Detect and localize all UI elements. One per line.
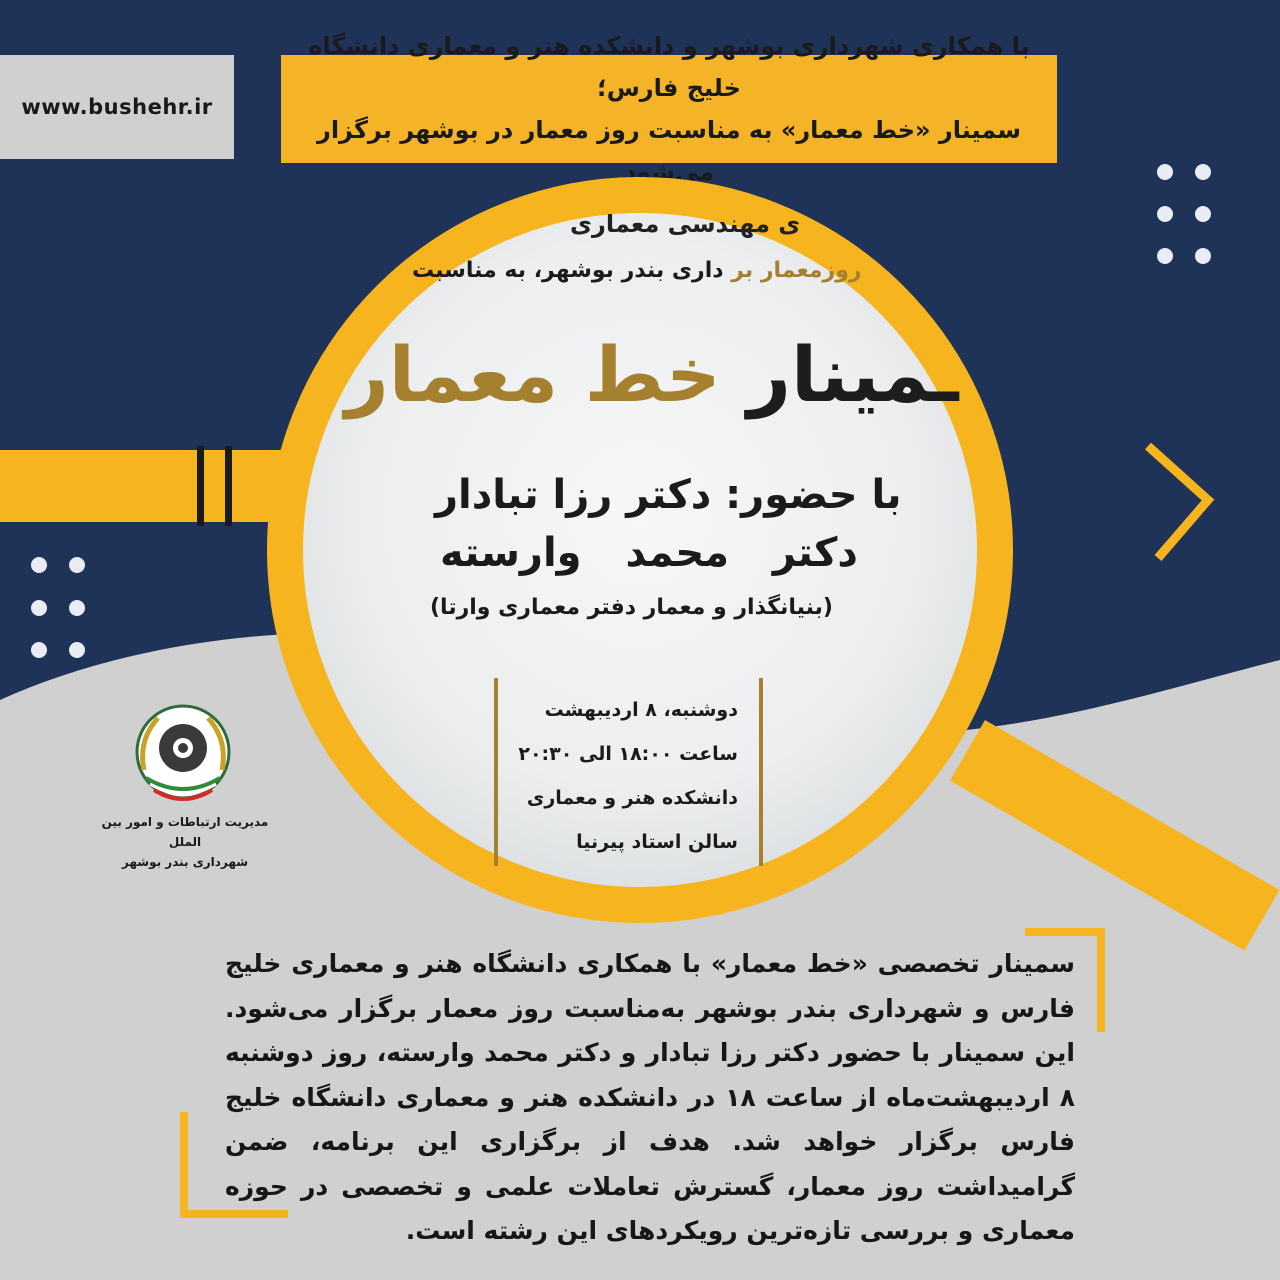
- poster-title: [345, 330, 959, 420]
- poster-guests-line-2: دکتر محمد وارسته: [440, 530, 858, 576]
- poster-title-highlight: خط معمار: [345, 330, 721, 419]
- site-url[interactable]: www.bushehr.ir: [21, 95, 213, 119]
- poster-details-border-right: [759, 678, 763, 866]
- logo-caption-line-2: شهرداری بندر بوشهر: [121, 855, 249, 869]
- municipality-logo: [128, 700, 238, 810]
- bracket-bottom-left: [180, 1112, 188, 1218]
- poster-title-prefix: ـمینار: [747, 330, 959, 419]
- poster-guests-line-1: با حضور: دکتر رزا تبادار: [435, 472, 902, 518]
- poster-top-line-2-prefix: داری بندر بوشهر، به مناسبت: [412, 258, 724, 283]
- poster-top-line-1: ی مهندسی معماری: [570, 210, 801, 238]
- headline-line-2: سمینار «خط معمار» به مناسبت روز معمار در بوشهر برگزار می‌شود: [317, 116, 1021, 186]
- poster-detail-item: دانشکده هنر و معماری: [526, 787, 738, 809]
- poster-details: [510, 688, 738, 864]
- poster-detail-item: ساعت ۱۸:۰۰ الی ۲۰:۳۰: [518, 743, 738, 765]
- article-body: سمینار تخصصی «خط معمار» با همکاری دانشگاه هنر و معماری خلیج فارس و شهرداری بندر بوشهر به‌مناسبت روز معمار برگزار می‌شود. این سمینار با حضور دکتر رزا تبادار و دکتر محمد وارسته، روز دوشنبه ۸ اردیبهشت‌ماه از ساعت ۱۸ در دانشکده هنر و معماری دانشگاه خلیج فارس برگزار خواهد شد. هدف از برگزاری این برنامه، ضمن گرامیداشت روز معمار، گسترش تعاملات علمی و تخصصی در حوزه معماری و بررسی تازه‌ترین رویکردهای این رشته است.: [225, 949, 1075, 1245]
- headline-line-1: با همکاری شهرداری بوشهر و دانشکده هنر و معماری دانشگاه خلیج فارس؛: [308, 32, 1030, 102]
- logo-caption-line-1: مدیریت ارتباطات و امور بین الملل: [101, 815, 269, 849]
- poster-top-line-2-highlight: روزمعمار بر: [731, 258, 862, 283]
- poster-top-line-2: [412, 258, 862, 283]
- bracket-top-right: [1025, 928, 1105, 936]
- bracket-top-right: [1097, 928, 1105, 1032]
- poster-guests-note: (بنیانگذار و معمار دفتر معماری وارتا): [430, 595, 833, 620]
- poster-details-border-left: [494, 678, 498, 866]
- logo-caption: [90, 812, 280, 872]
- poster-detail-item: سالن استاد پیرنیا: [576, 831, 738, 853]
- poster-detail-item: دوشنبه، ۸ اردیبهشت: [544, 699, 738, 721]
